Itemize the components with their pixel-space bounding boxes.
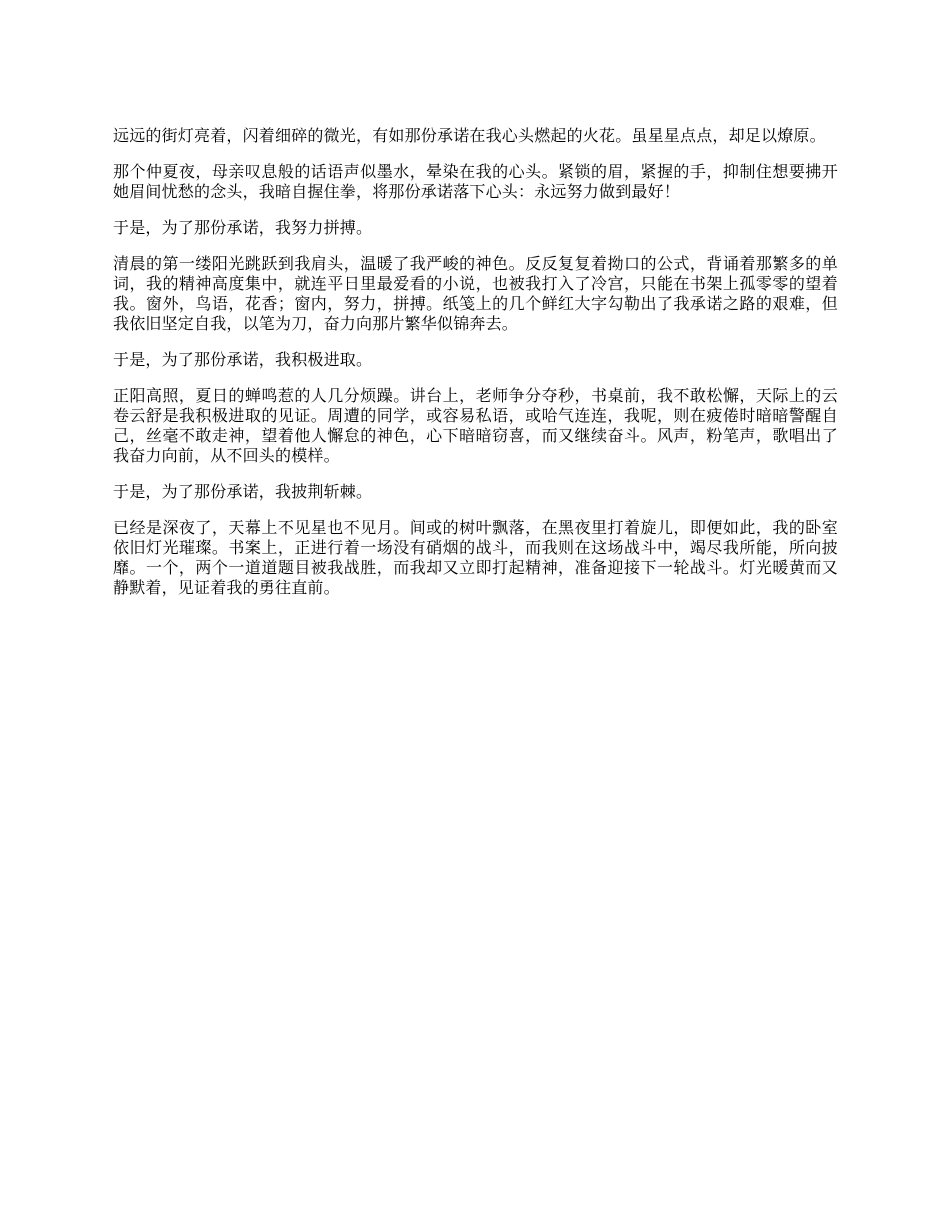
paragraph-5: 于是，为了那份承诺，我积极进取。 [113,350,373,369]
document-body [113,126,838,614]
paragraph-8: 已经是深夜了，天幕上不见星也不见月。间或的树叶飘落，在黑夜里打着旋儿，即便如此，我的卧室依旧灯光璀璨。书案上，正进行着一场没有硝烟的战斗，而我则在这场战斗中，竭尽我所能，所向披靡。一个，两个一道道题目被我战胜，而我却又立即打起精神，准备迎接下一轮战斗。灯光暖黄而又静默着，见证着我的勇往直前。 [113,518,838,597]
paragraph-6: 正阳高照，夏日的蝉鸣惹的人几分烦躁。讲台上，老师争分夺秒，书桌前，我不敢松懈，天际上的云卷云舒是我积极进取的见证。周遭的同学，或容易私语，或哈气连连，我呢，则在疲倦时暗暗警醒自己，丝毫不敢走神，望着他人懈怠的神色，心下暗暗窃喜，而又继续奋斗。风声，粉笔声，歌唱出了我奋力向前，从不回头的模样。 [113,386,838,465]
paragraph-1: 远远的街灯亮着，闪着细碎的微光，有如那份承诺在我心头燃起的火花。虽星星点点，却足以燎原。 [113,126,826,145]
paragraph-2: 那个仲夏夜，母亲叹息般的话语声似墨水，晕染在我的心头。紧锁的眉，紧握的手，抑制住想要拂开她眉间忧愁的念头，我暗自握住拳，将那份承诺落下心头：永远努力做到最好！ [113,162,838,201]
paragraph-3: 于是，为了那份承诺，我努力拼搏。 [113,218,373,237]
paragraph-4: 清晨的第一缕阳光跳跃到我肩头，温暖了我严峻的神色。反反复复着拗口的公式，背诵着那繁多的单词，我的精神高度集中，就连平日里最爱看的小说，也被我打入了冷宫，只能在书架上孤零零的望着我。窗外，鸟语，花香；窗内，努力，拼搏。纸笺上的几个鲜红大字勾勒出了我承诺之路的艰难，但我依旧坚定自我，以笔为刀，奋力向那片繁华似锦奔去。 [113,254,838,333]
paragraph-7: 于是，为了那份承诺，我披荆斩棘。 [113,482,373,501]
